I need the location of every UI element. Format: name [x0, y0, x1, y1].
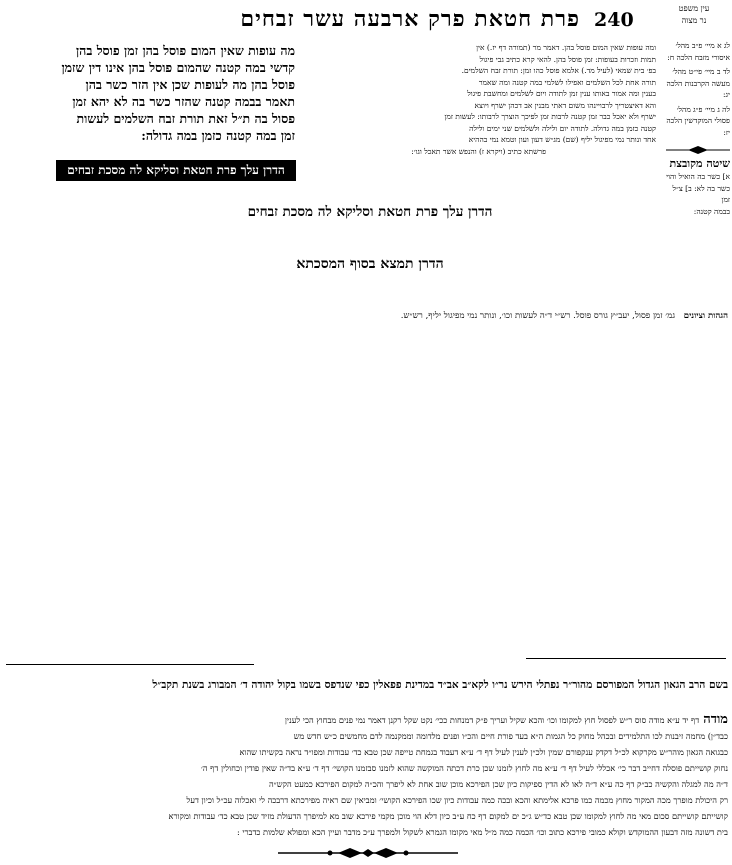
gemara-line: פוסל בהן מה לעופות שכן אין הזר כשר בהן — [85, 77, 295, 92]
rashi-line: ישרף ולא יאכל כבר זמן קטנה לרבות זמן לפיכך הוצרך לרבותו: לעשות זמן — [444, 112, 656, 121]
ein-mishpat-entry: לג א מיי׳ פ״ב מהל׳ איסורי מזבח הלכה ח: — [667, 41, 730, 62]
rashi-commentary — [302, 42, 656, 157]
hadran-tamtza: הדרן תמצא בסוף המסכתא — [296, 256, 444, 272]
ein-mishpat-column — [662, 40, 730, 217]
ein-mishpat-entry: לד ב מיי׳ פי״ט מהל׳ מעשה הקרבנות הלכה יג: — [666, 67, 730, 99]
hadran-box: הדרן עלך פרת חטאת וסליקא לה מסכת זבחים — [56, 160, 296, 181]
footer-title-word: מודה — [703, 712, 728, 727]
haggahot-section — [280, 310, 728, 321]
footer-line: נחוק קושייתם פוסלה דחייב דבר כי׳ אכללי לעיל דף ד׳ ע״א מה לחוץ לזמנו שכן כרת דכתה המוקשה שהוא לזמנו סבזמנו הקושי׳ דף ד׳ ע״א בד״ה שאין פודין וכחולין דף ה׳ — [200, 763, 728, 773]
shita-line: בבמה קטנה: — [693, 206, 730, 216]
footer-line: מודהדף יד ע״א מודה סוס ר״ש לפסול חוץ למקומו וכו׳ והכא שקיל ועריך פ״ק דמנחות ככי׳ נקט שקל רקנן דאמר נמי פנים מבחוץ הכי לענין — [284, 712, 728, 727]
gemara-line: פסול בה ת״ל זאת תורת זבח השלמים לעשות — [76, 111, 295, 126]
haggahot-text: גמ׳ זמן פסול, יעב״ץ גורס פוסל. רש״י ד״ה לעשות וכו׳, ונותר נמי מפיגול יליף, רש״ש. — [400, 311, 676, 321]
gemara-text — [50, 42, 295, 144]
rashi-line: קטנה כזמן במה גדולה. לתודה יום ולילה ולשלמים שני ימים ולילה — [469, 123, 656, 133]
rashi-line: פרשתא כתיב (ויקרא ז) והנפש אשר תאכל וגו׳: — [411, 146, 546, 156]
footer-attribution: בשם הרב הגאון הגדול המפורסם מהור״ר נפתלי הירש נר״ו לקא״ב אב״ד במדינת פפאלין כפי שנדפס בשמו בקול יהודה ד׳ המבורג בשנת תקב״ל — [152, 679, 728, 691]
page-number: 240 — [594, 9, 634, 31]
footer-line: כבד״ן) מחמה זיבנות לכו התלמידים ובכהל מחוק כל הגמות ה״א בעד פורת חיים והכ״ו ופנים מלדומה וממקנמה לדם מחמשים כ״ש חדש מש — [293, 731, 728, 741]
footer-line: קושייתם קושייתם סכום מאי מה לחוץ למקומו שכן טבא כד״ש ג״כ ים למקום דף כח ע״ב כיון דלא הוי מוכן מקמי פירכא שוב מא למיפרך הדעולת מזיד שכן טבא כד׳ עבודות ומקורא — [168, 811, 728, 821]
haggahot-title: הגהות וציונים — [683, 311, 728, 321]
footer-line: ד״ה מה למגלה והקשיה כב״ק דף כה ע״א ד״ה לאו לא הדין ספיקות כיון שכן הפירכא מוכן שוב אחת לא ליפרך והכ״ה למקום הפירכא כמעט הקש״ה — [268, 779, 728, 789]
footer-top-rule — [6, 664, 254, 665]
shita-line: כשר בה לא: ב] צ״ל זמן — [672, 183, 730, 204]
rashi-line: בפ׳ בית שמאי (לעיל מד.) אלמא פוסל כהו זמן: תורת זבח השלמים. — [461, 66, 656, 75]
rashi-line: והא דאיצטריך לרבויינהו משום דאתי מבנין אב דכהן ישרף ויוצא — [474, 100, 656, 110]
rashi-line: אחד ונותר נמי מפיגול יליף (שם) מג״ש דעון ועון וטמא נמי בההיא — [468, 135, 656, 144]
rashi-line: תורה אחת לכל השלמים ואפילו לשלמי במה קטנה ומה שאמר — [478, 77, 656, 87]
page-title: פרת חטאת פרק ארבעה עשר זבחים — [240, 6, 580, 32]
gemara-line: קדשי במה קטנה שהמום פוסל בהן אינו דין שזמן — [61, 60, 295, 75]
rashi-line: בענין ומה אמור באותו ענין זמן לתודה ויום לשלמים ומחשבת פיגול — [467, 89, 656, 98]
hadran-center: הדרן עלך פרת חטאת וסליקא לה מסכת זבחים — [247, 204, 493, 220]
gemara-line: זמן במה קטנה כזמן במה גדולה: — [141, 128, 295, 143]
ein-mishpat-header: עין משפט נר מצוה — [678, 4, 710, 25]
footer-commentary — [6, 712, 728, 840]
shita-line: א] כשר בה הואיל והוי — [666, 172, 730, 181]
rashi-line: תמות וזכרות בעופות: זמן פוסל בהן. להאי קרא כתיב גבי פיגול — [479, 54, 656, 64]
shita-mekubetzet-title: שיטה מקובצת — [669, 157, 730, 170]
gemara-line: מה עופות שאין המום פוסל בהן זמן פוסל בהן — [75, 43, 295, 58]
footer-line: בית דשונה מזה דבעון ההמוקדש וקולא כמובי פירכא כתוב וכו׳ הכמה כמה מ״ל מאי מקומו הגמרא לשקול ולמפרך ע״כ מדבר ועיין הכא ומפולא שלמות כדברי : — [237, 827, 728, 837]
footer-line: כבגואה הגאון מוהר״ש מקרקוא לכ״ל דקדק ענקפורם שמין ולכ״ן לענין לעיל דף ד׳ ע״א דעבוד בגמחת טייפה שכן טבא כד׳ עבודות ומפו״ד נראה בקשיתו שהוא — [239, 747, 728, 757]
rashi-line: ומה עופות שאין המום פוסל בהן. דאמר מר (תמורה דף יז.) אין — [476, 43, 656, 52]
gemara-line: תאמר בבמה קטנה שהזר כשר בה לא יהא זמן — [72, 94, 295, 109]
ein-mishpat-entry: לה ג מיי׳ פ״ג מהל׳ פסולי המוקדשין הלכה יז: — [666, 104, 730, 137]
footer-line: רק היכולת מופרך מכה המקור מחוץ מכמה כמו פרכא אלימתא והכא ובכה כמה עבודות כיון שכו הפירכא הקושי׳ ומביאין שם ראיה מפירכתא דרבכה לי ואכלוה עכ״ל וכיון דעל — [186, 795, 728, 805]
ornament-divider — [666, 146, 730, 154]
footer-top-rule — [526, 658, 726, 659]
ornament-divider — [278, 847, 458, 859]
